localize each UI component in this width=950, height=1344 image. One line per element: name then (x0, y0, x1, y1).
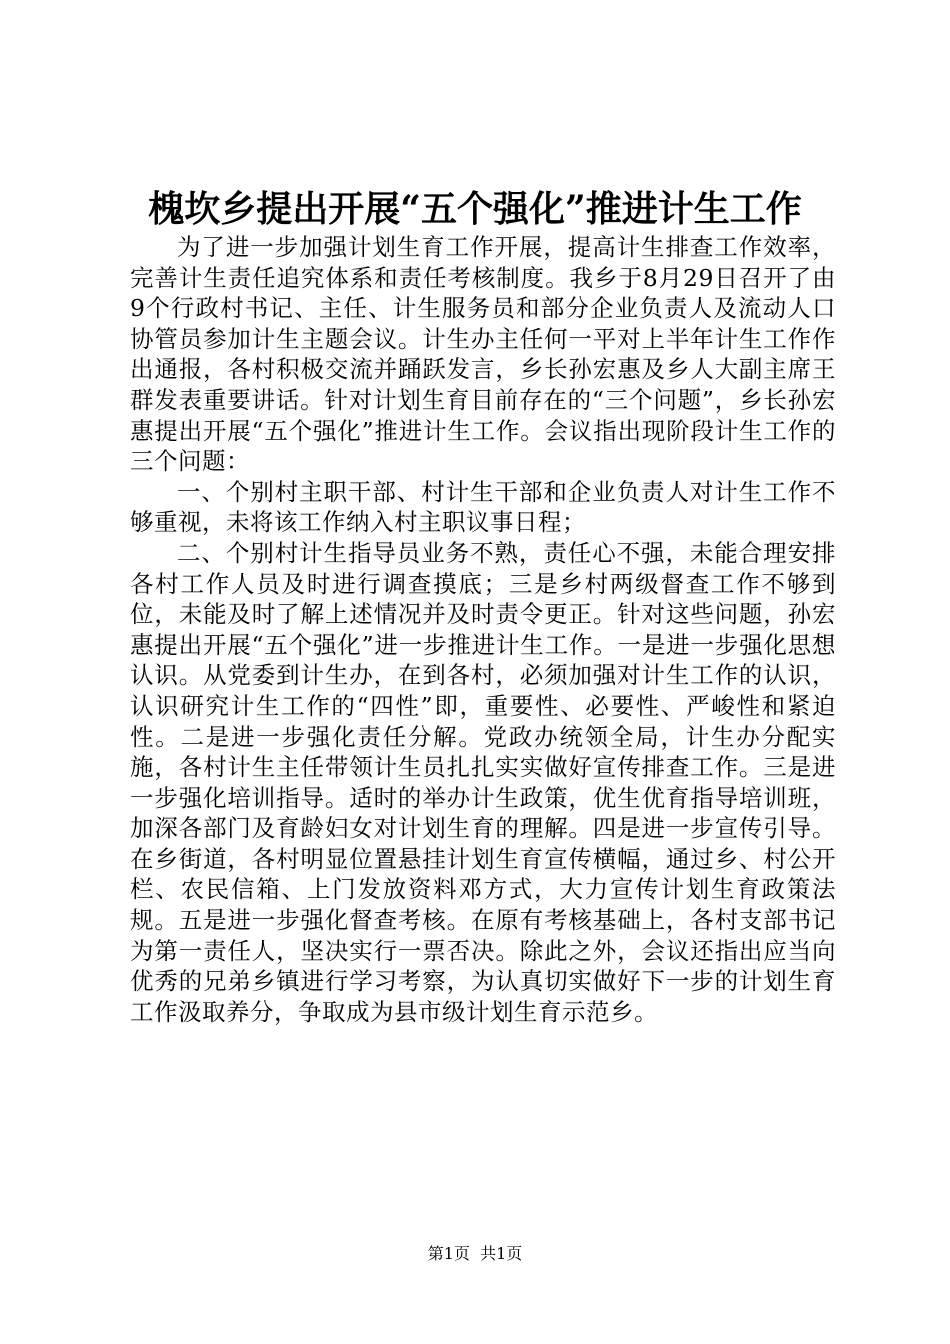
document-body (130, 232, 836, 1027)
paragraph-intro: 为了进一步加强计划生育工作开展，提高计生排查工作效率，完善计生责任追究体系和责任考核制度。我乡于8月29日召开了由9个行政村书记、主任、计生服务员和部分企业负责人及流动人口协管员参加计生主题会议。计生办主任何一平对上半年计生工作作出通报，各村积极交流并踊跃发言，乡长孙宏惠及乡人大副主席王群发表重要讲话。针对计划生育目前存在的“三个问题”，乡长孙宏惠提出开展“五个强化”推进计生工作。会议指出现阶段计生工作的三个问题： (130, 233, 836, 476)
page-footer (0, 1243, 950, 1265)
document-title: 槐坎乡提出开展“五个强化”推进计生工作 (148, 188, 802, 230)
footer-gap (470, 1244, 480, 1263)
paragraph-problem-one: 一、个别村主职干部、村计生干部和企业负责人对计生工作不够重视，未将该工作纳入村主职议事日程； (130, 477, 836, 537)
page-number: 第1页 (427, 1244, 470, 1263)
page-total: 共1页 (480, 1244, 523, 1263)
paragraph-problem-two: 二、个别村计生指导员业务不熟，责任心不强，未能合理安排各村工作人员及时进行调查摸底；三是乡村两级督查工作不够到位，未能及时了解上述情况并及时责令更正。针对这些问题，孙宏惠提出开展“五个强化”进一步推进计生工作。一是进一步强化思想认识。从党委到计生办，在到各村，必须加强对计生工作的认识，认识研究计生工作的“四性”即，重要性、必要性、严峻性和紧迫性。二是进一步强化责任分解。党政办统领全局，计生办分配实施，各村计生主任带领计生员扎扎实实做好宣传排查工作。三是进一步强化培训指导。适时的举办计生政策，优生优育指导培训班，加深各部门及育龄妇女对计划生育的理解。四是进一步宣传引导。在乡街道，各村明显位置悬挂计划生育宣传横幅，通过乡、村公开栏、农民信箱、上门发放资料邓方式，大力宣传计划生育政策法规。五是进一步强化督查考核。在原有考核基础上，各村支部书记为第一责任人，坚决实行一票否决。除此之外，会议还指出应当向优秀的兄弟乡镇进行学习考察，为认真切实做好下一步的计划生育工作汲取养分，争取成为县市级计划生育示范乡。 (130, 538, 836, 1026)
